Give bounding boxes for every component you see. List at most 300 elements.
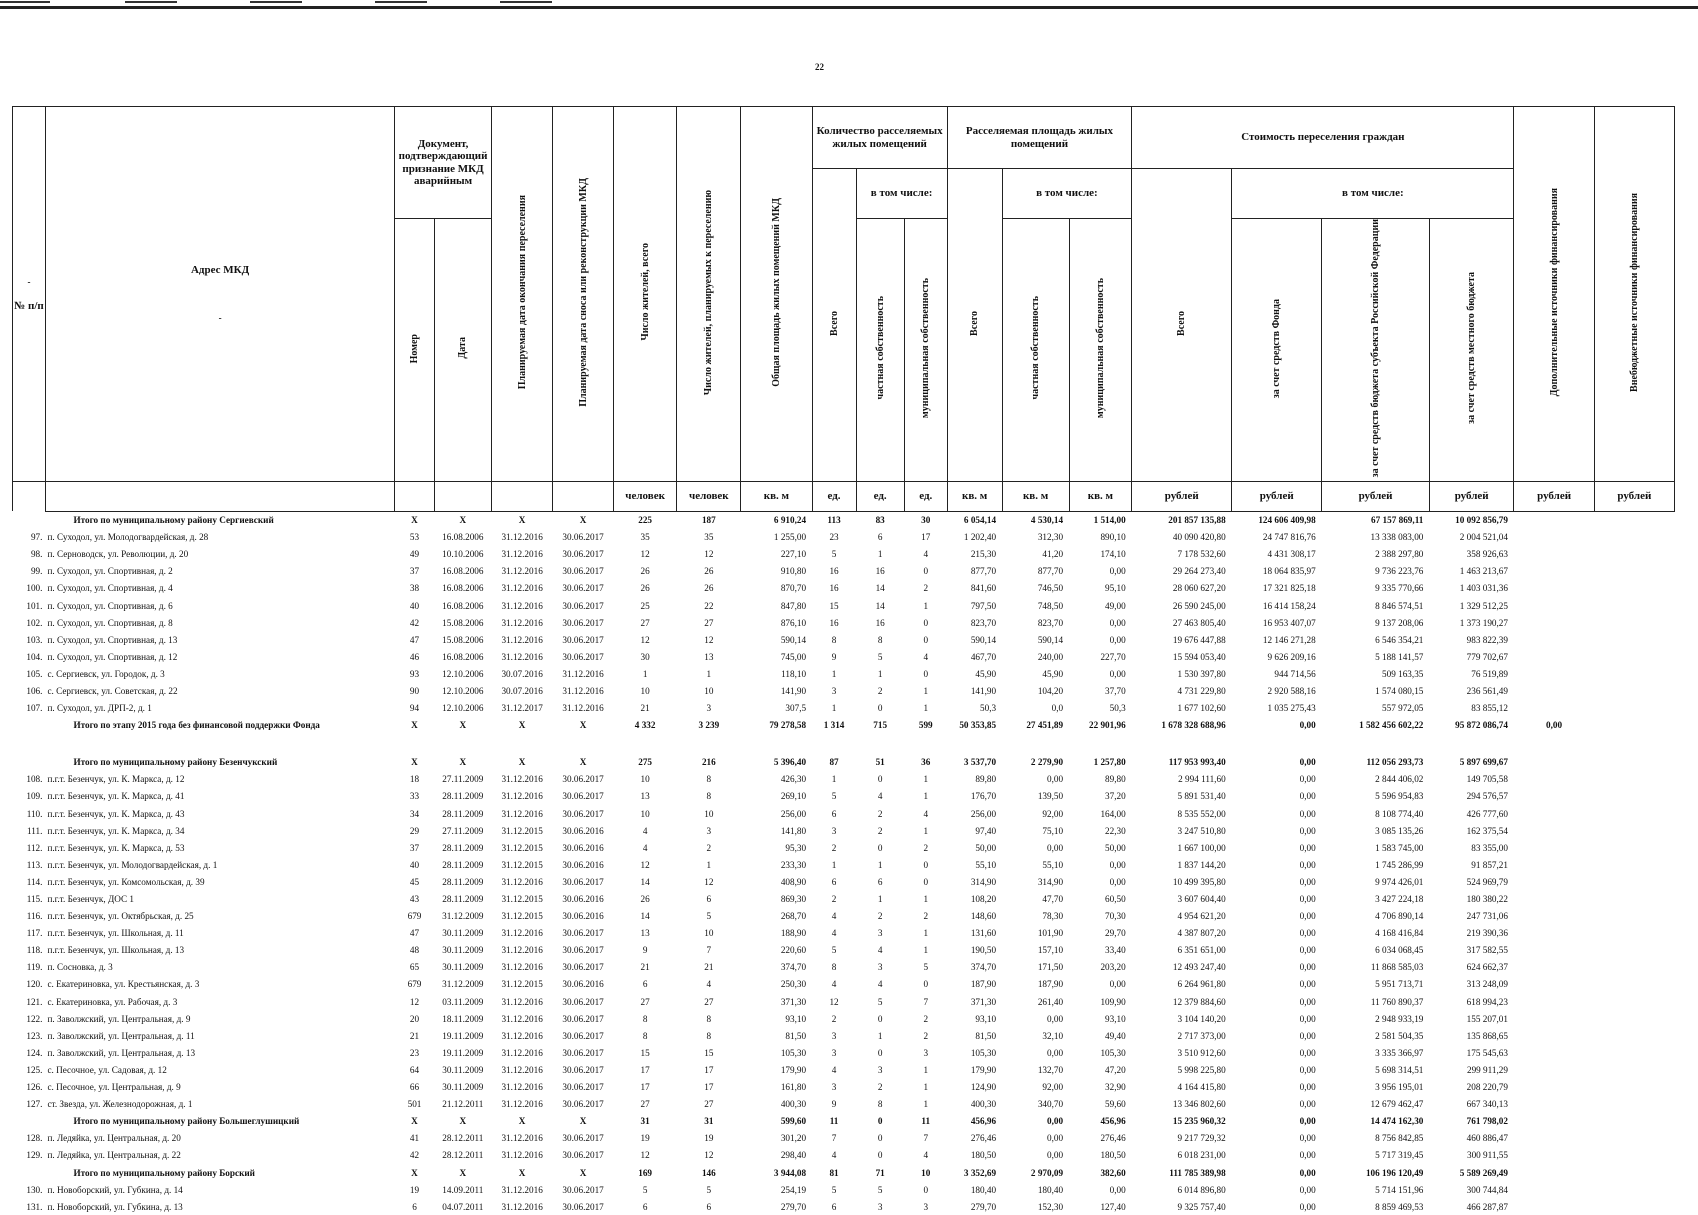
rooms-total-cell: 8 bbox=[831, 962, 837, 973]
cost-local-cell: 247 731,06 bbox=[1466, 911, 1508, 922]
residents-total-cell: 21 bbox=[640, 703, 650, 714]
plan-demolish-date-cell: X bbox=[579, 757, 587, 768]
doc-number-cell: 93 bbox=[409, 668, 420, 679]
rooms-municipal-cell: 1 bbox=[923, 703, 929, 714]
rooms-municipal-cell: 4 bbox=[923, 1150, 929, 1161]
rooms-private-cell: 8 bbox=[877, 634, 883, 645]
doc-date-cell: 28.12.2011 bbox=[442, 1133, 484, 1144]
area-municipal-cell: 32,90 bbox=[1105, 1082, 1126, 1093]
rooms-private-cell: 83 bbox=[875, 515, 885, 526]
row-number-cell: 129. bbox=[26, 1150, 43, 1161]
rooms-municipal-cell: 0 bbox=[923, 634, 929, 645]
doc-date-cell: 27.11.2009 bbox=[442, 825, 484, 836]
doc-date-cell: X bbox=[459, 720, 467, 731]
rooms-municipal-cell: 36 bbox=[921, 757, 931, 768]
unit-rub: рублей bbox=[1594, 481, 1674, 511]
cost-regional-cell: 1 583 745,00 bbox=[1375, 842, 1424, 853]
doc-number-cell: 47 bbox=[409, 634, 420, 645]
cost-regional-cell: 5 714 151,96 bbox=[1375, 1184, 1424, 1195]
table-row bbox=[13, 959, 1675, 976]
cost-fund-cell: 0,00 bbox=[1299, 1030, 1316, 1041]
cost-regional-cell: 5 951 713,71 bbox=[1375, 979, 1424, 990]
table-row bbox=[13, 597, 1675, 614]
residents-total-cell: 12 bbox=[640, 1150, 650, 1161]
residents-total-cell: 17 bbox=[640, 1082, 650, 1093]
residents-total-cell: 26 bbox=[640, 894, 650, 905]
offbudget-sources-cell bbox=[1594, 700, 1674, 717]
area-total-cell: 3 352,69 bbox=[963, 1167, 997, 1178]
cost-fund-cell: 0,00 bbox=[1299, 1167, 1316, 1178]
doc-date-cell: 28.11.2009 bbox=[442, 791, 484, 802]
doc-date-cell: 12.10.2006 bbox=[442, 703, 484, 714]
area-municipal-cell: 456,96 bbox=[1100, 1116, 1126, 1127]
cost-regional-cell: 14 474 162,30 bbox=[1370, 1116, 1424, 1127]
cost-regional-cell: 67 157 869,11 bbox=[1371, 515, 1424, 526]
total-area-cell: 910,80 bbox=[780, 566, 807, 577]
residents-total-cell: 35 bbox=[640, 532, 650, 543]
residents-total-cell: 275 bbox=[638, 757, 653, 768]
extra-sources-cell bbox=[1514, 805, 1594, 822]
rooms-group-header: Количество расселяемых жилых помещений bbox=[812, 107, 947, 169]
extra-sources-cell bbox=[1514, 976, 1594, 993]
rooms-total-cell: 2 bbox=[831, 894, 837, 905]
rooms-total-cell: 87 bbox=[829, 757, 839, 768]
plan-demolish-date-cell: 30.06.2016 bbox=[562, 979, 604, 990]
offbudget-sources-cell bbox=[1594, 717, 1674, 734]
cost-regional-cell: 4 706 890,14 bbox=[1375, 911, 1424, 922]
plan-demolish-date-cell: 30.06.2017 bbox=[562, 549, 604, 560]
area-total-cell: 179,90 bbox=[970, 1064, 997, 1075]
plan-demolish-date-cell: 30.06.2017 bbox=[562, 1082, 604, 1093]
rooms-municipal-cell: 1 bbox=[923, 894, 929, 905]
resettlement-table-sheet bbox=[12, 106, 1675, 1215]
doc-number-cell: X bbox=[411, 720, 418, 731]
cost-fund-cell: 24 747 816,76 bbox=[1262, 532, 1316, 543]
offbudget-sources-cell bbox=[1594, 976, 1674, 993]
cost-total-cell: 27 463 805,40 bbox=[1172, 617, 1226, 628]
rooms-private-cell: 1 bbox=[877, 1030, 883, 1041]
unit-rub: рублей bbox=[1132, 481, 1232, 511]
residents-total-cell: 17 bbox=[640, 1064, 650, 1075]
row-number-cell: 104. bbox=[26, 651, 43, 662]
area-private-cell: 0,00 bbox=[1047, 774, 1064, 785]
doc-number-cell: 64 bbox=[409, 1064, 420, 1075]
doc-date-cell: 16.08.2006 bbox=[442, 566, 484, 577]
area-municipal-cell: 0,00 bbox=[1109, 859, 1126, 870]
area-private-cell: 32,10 bbox=[1042, 1030, 1064, 1041]
cost-regional-cell: 6 034 068,45 bbox=[1375, 945, 1424, 956]
doc-date-header: Дата bbox=[434, 219, 491, 482]
cost-local-cell: 460 886,47 bbox=[1466, 1133, 1508, 1144]
subtotal-row bbox=[13, 717, 1675, 734]
residents-planned-cell: 6 bbox=[706, 1201, 712, 1212]
rooms-municipal-cell: 1 bbox=[923, 928, 929, 939]
address-cell: с. Песочное, ул. Садовая, д. 12 bbox=[47, 1064, 167, 1075]
cost-fund-cell: 0,00 bbox=[1299, 1150, 1316, 1161]
extra-sources-cell bbox=[1514, 580, 1594, 597]
row-number-cell: 127. bbox=[26, 1099, 43, 1110]
residents-total-cell: 225 bbox=[638, 515, 653, 526]
plan-demolish-date-cell: 30.06.2017 bbox=[562, 617, 604, 628]
total-area-cell: 227,10 bbox=[780, 549, 807, 560]
cost-total-cell: 10 499 395,80 bbox=[1172, 876, 1226, 887]
rooms-municipal-cell: 0 bbox=[923, 979, 929, 990]
row-number-cell: 124. bbox=[26, 1047, 43, 1058]
rooms-private-cell: 3 bbox=[877, 1064, 883, 1075]
cost-total-cell: 6 264 961,80 bbox=[1177, 979, 1226, 990]
rooms-total-cell: 16 bbox=[829, 617, 839, 628]
plan-demolish-header: Планируемая дата сноса или реконструкции МКД bbox=[553, 107, 613, 482]
doc-number-cell: 6 bbox=[412, 1201, 417, 1212]
doc-date-cell: 15.08.2006 bbox=[442, 634, 484, 645]
residents-planned-cell: 35 bbox=[704, 532, 714, 543]
cost-local-cell: 83 355,00 bbox=[1471, 842, 1508, 853]
total-area-cell: 307,5 bbox=[785, 703, 807, 714]
total-area-cell: 745,00 bbox=[780, 651, 807, 662]
cost-local-cell: 76 519,89 bbox=[1471, 668, 1508, 679]
cost-regional-cell: 9 335 770,66 bbox=[1375, 583, 1424, 594]
area-total-cell: 590,14 bbox=[970, 634, 997, 645]
address-cell: п. Заволжский, ул. Центральная, д. 9 bbox=[47, 1013, 191, 1024]
extra-sources-cell bbox=[1514, 1164, 1594, 1181]
rooms-municipal-cell: 30 bbox=[921, 515, 931, 526]
plan-demolish-date-cell: 30.06.2016 bbox=[562, 894, 604, 905]
units-row bbox=[13, 481, 1675, 511]
area-private-cell: 314,90 bbox=[1037, 876, 1064, 887]
row-number-cell: 128. bbox=[26, 1133, 43, 1144]
rooms-municipal-header: муниципальная собственность bbox=[904, 219, 947, 482]
row-number-cell: 122. bbox=[26, 1013, 43, 1024]
rooms-total-cell: 1 bbox=[831, 703, 837, 714]
address-cell: п. Суходол, ул. ДРП-2, д. 1 bbox=[47, 703, 152, 714]
rooms-total-cell: 3 bbox=[831, 1082, 837, 1093]
plan-end-date-cell: X bbox=[518, 757, 526, 768]
cost-regional-cell: 8 859 469,53 bbox=[1375, 1201, 1424, 1212]
extra-sources-cell bbox=[1514, 1198, 1594, 1215]
row-number-cell: 112. bbox=[26, 842, 43, 853]
offbudget-sources-cell bbox=[1594, 1096, 1674, 1113]
plan-end-date-cell: 31.12.2015 bbox=[501, 859, 543, 870]
col-number-header: - № п/п bbox=[13, 107, 46, 482]
address-cell: п.г.т. Безенчук, ул. Октябрьская, д. 25 bbox=[47, 911, 194, 922]
area-municipal-cell: 1 257,80 bbox=[1093, 757, 1126, 768]
rooms-municipal-cell: 0 bbox=[923, 566, 929, 577]
total-area-cell: 254,19 bbox=[780, 1184, 807, 1195]
rooms-total-cell: 12 bbox=[829, 996, 839, 1007]
cost-fund-cell: 0,00 bbox=[1299, 928, 1316, 939]
rooms-municipal-cell: 1 bbox=[923, 791, 929, 802]
address-cell: п. Суходол, ул. Молодогвардейская, д. 28 bbox=[47, 532, 209, 543]
row-number-cell: 111. bbox=[27, 825, 43, 836]
plan-demolish-date-cell: 30.06.2016 bbox=[562, 859, 604, 870]
offbudget-sources-cell bbox=[1594, 925, 1674, 942]
residents-total-cell: 12 bbox=[640, 859, 650, 870]
resettlement-table bbox=[12, 106, 1675, 1215]
area-municipal-cell: 59,60 bbox=[1105, 1099, 1126, 1110]
residents-total-cell: 10 bbox=[640, 808, 650, 819]
doc-number-cell: X bbox=[411, 1116, 418, 1127]
rooms-private-cell: 6 bbox=[877, 876, 883, 887]
plan-end-date-cell: 31.12.2016 bbox=[501, 1133, 543, 1144]
rooms-total-cell: 2 bbox=[831, 1013, 837, 1024]
area-total-cell: 279,70 bbox=[970, 1201, 997, 1212]
extra-sources-cell bbox=[1514, 648, 1594, 665]
residents-planned-cell: 2 bbox=[706, 842, 712, 853]
table-row bbox=[13, 822, 1675, 839]
plan-demolish-date-cell: 30.06.2017 bbox=[562, 945, 604, 956]
residents-planned-cell: 8 bbox=[706, 774, 712, 785]
rooms-private-cell: 1 bbox=[877, 894, 883, 905]
rooms-municipal-cell: 1 bbox=[923, 600, 929, 611]
cost-including-header: в том числе: bbox=[1232, 169, 1514, 219]
offbudget-sources-cell bbox=[1594, 993, 1674, 1010]
top-rule-segment bbox=[125, 1, 177, 3]
area-private-cell: 41,20 bbox=[1042, 549, 1064, 560]
row-number-cell: 131. bbox=[26, 1201, 43, 1212]
unit-sqm: кв. м bbox=[741, 481, 812, 511]
cost-regional-cell: 2 581 504,35 bbox=[1375, 1030, 1424, 1041]
cost-regional-cell: 5 717 319,45 bbox=[1375, 1150, 1424, 1161]
row-number-cell: 97. bbox=[30, 532, 43, 543]
table-row bbox=[13, 1010, 1675, 1027]
row-number-cell bbox=[13, 511, 46, 529]
doc-number-cell: 679 bbox=[407, 911, 422, 922]
residents-total-cell: 31 bbox=[640, 1116, 650, 1127]
address-cell: п.г.т. Безенчук, ул. К. Маркса, д. 43 bbox=[47, 808, 185, 819]
area-municipal-cell: 60,50 bbox=[1105, 894, 1126, 905]
residents-planned-cell: 27 bbox=[704, 1099, 714, 1110]
table-row bbox=[13, 1044, 1675, 1061]
cost-fund-cell: 0,00 bbox=[1299, 757, 1316, 768]
area-private-cell: 261,40 bbox=[1037, 996, 1064, 1007]
table-row bbox=[13, 614, 1675, 631]
residents-total-cell: 13 bbox=[640, 791, 650, 802]
rooms-private-cell: 2 bbox=[877, 808, 883, 819]
table-row bbox=[13, 942, 1675, 959]
plan-end-date-cell: 31.12.2016 bbox=[501, 808, 543, 819]
rooms-municipal-cell: 4 bbox=[923, 808, 929, 819]
area-municipal-cell: 50,00 bbox=[1105, 842, 1126, 853]
rooms-total-cell: 81 bbox=[829, 1167, 839, 1178]
total-area-cell: 93,10 bbox=[785, 1013, 807, 1024]
unit-rub: рублей bbox=[1514, 481, 1594, 511]
unit-rub: рублей bbox=[1429, 481, 1514, 511]
cost-regional-cell: 4 168 416,84 bbox=[1375, 928, 1424, 939]
cost-regional-cell: 5 596 954,83 bbox=[1375, 791, 1424, 802]
offbudget-sources-cell bbox=[1594, 856, 1674, 873]
address-cell: п. Новоборский, ул. Губкина, д. 14 bbox=[47, 1184, 183, 1195]
residents-planned-cell: 27 bbox=[704, 617, 714, 628]
residents-total-cell: 26 bbox=[640, 566, 650, 577]
rooms-total-cell: 3 bbox=[831, 825, 837, 836]
col-address-header: Адрес МКД - bbox=[45, 107, 394, 482]
extra-sources-cell bbox=[1514, 822, 1594, 839]
rooms-total-cell: 3 bbox=[831, 685, 837, 696]
cost-fund-cell: 0,00 bbox=[1299, 1082, 1316, 1093]
plan-demolish-date-cell: 30.06.2017 bbox=[562, 1047, 604, 1058]
cost-fund-cell: 0,00 bbox=[1299, 1047, 1316, 1058]
rooms-total-cell: 23 bbox=[829, 532, 839, 543]
cost-fund-cell: 12 146 271,28 bbox=[1262, 634, 1316, 645]
area-total-cell: 108,20 bbox=[970, 894, 997, 905]
rooms-private-cell: 0 bbox=[877, 774, 883, 785]
plan-demolish-date-cell: 30.06.2017 bbox=[562, 634, 604, 645]
residents-total-cell: 4 bbox=[642, 842, 648, 853]
residents-planned-cell: 3 bbox=[706, 703, 712, 714]
plan-demolish-date-cell: 30.06.2017 bbox=[562, 928, 604, 939]
residents-planned-cell: 17 bbox=[704, 1082, 714, 1093]
area-private-cell: 0,00 bbox=[1047, 1047, 1064, 1058]
doc-number-cell: X bbox=[411, 757, 418, 768]
doc-number-cell: 18 bbox=[409, 774, 420, 785]
area-private-cell: 2 279,90 bbox=[1030, 757, 1064, 768]
cost-fund-cell: 0,00 bbox=[1299, 979, 1316, 990]
spacer-row bbox=[13, 734, 1675, 754]
rooms-municipal-cell: 599 bbox=[918, 720, 933, 731]
table-row bbox=[13, 788, 1675, 805]
extra-sources-cell bbox=[1514, 529, 1594, 546]
residents-total-cell: 10 bbox=[640, 774, 650, 785]
extra-sources-cell bbox=[1514, 1061, 1594, 1078]
rooms-private-cell: 2 bbox=[877, 1082, 883, 1093]
cost-total-cell: 3 510 912,60 bbox=[1177, 1047, 1226, 1058]
residents-planned-cell: 1 bbox=[706, 859, 712, 870]
area-total-cell: 93,10 bbox=[975, 1013, 997, 1024]
total-area-cell: 599,60 bbox=[780, 1116, 807, 1127]
area-municipal-cell: 0,00 bbox=[1109, 979, 1126, 990]
cost-fund-cell: 4 431 308,17 bbox=[1267, 549, 1316, 560]
row-number-cell: 107. bbox=[26, 703, 43, 714]
total-area-cell: 188,90 bbox=[780, 928, 807, 939]
doc-number-cell: 41 bbox=[409, 1133, 420, 1144]
residents-planned-cell: 13 bbox=[704, 651, 714, 662]
residents-total-cell: 5 bbox=[642, 1184, 648, 1195]
address-cell: п. Суходол, ул. Спортивная, д. 6 bbox=[47, 600, 173, 611]
cost-total-cell: 6 351 651,00 bbox=[1177, 945, 1226, 956]
area-private-header: частная собственность bbox=[1002, 219, 1069, 482]
total-area-cell: 590,14 bbox=[780, 634, 807, 645]
offbudget-sources-cell bbox=[1594, 959, 1674, 976]
cost-regional-cell: 3 085 135,26 bbox=[1375, 825, 1424, 836]
cost-total-cell: 201 857 135,88 bbox=[1168, 515, 1226, 526]
rooms-private-cell: 5 bbox=[877, 651, 883, 662]
cost-total-cell: 40 090 420,80 bbox=[1172, 532, 1226, 543]
subtotal-row bbox=[13, 754, 1675, 771]
residents-total-header: Число жителей, всего bbox=[613, 107, 677, 482]
address-cell: п.г.т. Безенчук, ул. Комсомольская, д. 39 bbox=[47, 876, 205, 887]
area-private-cell: 45,90 bbox=[1042, 668, 1064, 679]
plan-end-date-cell: 31.12.2016 bbox=[501, 1064, 543, 1075]
plan-demolish-date-cell: 30.06.2017 bbox=[562, 1201, 604, 1212]
total-area-cell: 233,30 bbox=[780, 859, 807, 870]
area-total-cell: 50,3 bbox=[980, 703, 997, 714]
plan-demolish-date-cell: 30.06.2017 bbox=[562, 876, 604, 887]
address-cell: п.г.т. Безенчук, ул. Молодогвардейская, д. 1 bbox=[47, 859, 218, 870]
rooms-private-cell: 71 bbox=[875, 1167, 885, 1178]
extra-sources-cell bbox=[1514, 546, 1594, 563]
rooms-private-cell: 14 bbox=[875, 583, 885, 594]
row-number-cell: 103. bbox=[26, 634, 43, 645]
offbudget-sources-cell bbox=[1594, 648, 1674, 665]
total-area-cell: 870,70 bbox=[780, 583, 807, 594]
offbudget-sources-cell bbox=[1594, 1198, 1674, 1215]
rooms-municipal-cell: 3 bbox=[923, 1201, 929, 1212]
rooms-private-cell: 4 bbox=[877, 979, 883, 990]
plan-demolish-date-cell: 30.06.2017 bbox=[562, 808, 604, 819]
plan-demolish-date-cell: 30.06.2017 bbox=[562, 1184, 604, 1195]
residents-planned-cell: 10 bbox=[704, 685, 714, 696]
plan-end-date-cell: 31.12.2016 bbox=[501, 996, 543, 1007]
total-area-cell: 426,30 bbox=[780, 774, 807, 785]
extra-sources-cell bbox=[1514, 511, 1594, 529]
plan-end-date-cell: 31.12.2015 bbox=[501, 911, 543, 922]
address-cell: п. Суходол, ул. Спортивная, д. 4 bbox=[47, 583, 173, 594]
plan-end-date-cell: 30.07.2016 bbox=[501, 668, 543, 679]
rooms-municipal-cell: 2 bbox=[923, 1030, 929, 1041]
cost-total-cell: 1 667 100,00 bbox=[1177, 842, 1226, 853]
rooms-municipal-cell: 2 bbox=[923, 583, 929, 594]
row-number-cell: 123. bbox=[26, 1030, 43, 1041]
cost-total-cell: 1 837 144,20 bbox=[1177, 859, 1226, 870]
cost-local-cell: 300 911,55 bbox=[1466, 1150, 1508, 1161]
doc-date-cell: 30.11.2009 bbox=[442, 945, 484, 956]
cost-total-cell: 7 178 532,60 bbox=[1177, 549, 1226, 560]
residents-total-cell: 12 bbox=[640, 549, 650, 560]
table-body bbox=[13, 511, 1675, 1215]
row-number-cell bbox=[13, 754, 46, 771]
address-cell: п.г.т. Безенчук, ул. Школьная, д. 11 bbox=[47, 928, 184, 939]
doc-date-cell: 16.08.2006 bbox=[442, 532, 484, 543]
address-cell: п.г.т. Безенчук, ул. Школьная, д. 13 bbox=[47, 945, 185, 956]
unit-people: человек bbox=[613, 481, 677, 511]
doc-number-cell: 46 bbox=[409, 651, 420, 662]
table-row bbox=[13, 1181, 1675, 1198]
plan-end-date-cell: 31.12.2016 bbox=[501, 1047, 543, 1058]
residents-total-cell: 27 bbox=[640, 996, 650, 1007]
row-number-cell: 125. bbox=[26, 1064, 43, 1075]
cost-local-cell: 5 589 269,49 bbox=[1459, 1167, 1508, 1178]
area-municipal-cell: 22 901,96 bbox=[1088, 720, 1126, 731]
address-cell: п. Заволжский, ул. Центральная, д. 13 bbox=[47, 1047, 196, 1058]
doc-number-cell: 42 bbox=[409, 617, 420, 628]
total-area-cell: 876,10 bbox=[780, 617, 807, 628]
row-number-cell bbox=[13, 1164, 46, 1181]
row-number-cell: 117. bbox=[26, 928, 43, 939]
area-total-cell: 1 202,40 bbox=[963, 532, 997, 543]
residents-total-cell: 13 bbox=[640, 928, 650, 939]
cost-local-cell: 149 705,58 bbox=[1466, 774, 1508, 785]
cost-regional-cell: 3 956 195,01 bbox=[1375, 1082, 1424, 1093]
doc-date-cell: 30.11.2009 bbox=[442, 962, 484, 973]
rooms-total-cell: 6 bbox=[831, 876, 837, 887]
cost-local-cell: 95 872 086,74 bbox=[1455, 720, 1508, 731]
cost-fund-cell: 0,00 bbox=[1299, 1116, 1316, 1127]
area-total-cell: 45,90 bbox=[975, 668, 997, 679]
plan-demolish-date-cell: 30.06.2017 bbox=[562, 1013, 604, 1024]
address-cell: с. Сергиевск, ул. Советская, д. 22 bbox=[47, 685, 178, 696]
area-private-cell: 139,50 bbox=[1037, 791, 1064, 802]
row-number-cell: 118. bbox=[26, 945, 43, 956]
offbudget-sources-cell bbox=[1594, 942, 1674, 959]
area-private-cell: 104,20 bbox=[1037, 685, 1064, 696]
rooms-total-cell: 3 bbox=[831, 1030, 837, 1041]
cost-total-cell: 15 594 053,40 bbox=[1172, 651, 1226, 662]
rooms-total-cell: 16 bbox=[829, 583, 839, 594]
cost-local-cell: 358 926,63 bbox=[1466, 549, 1508, 560]
residents-total-cell: 4 bbox=[642, 825, 648, 836]
cost-local-cell: 524 969,79 bbox=[1466, 876, 1508, 887]
address-cell: п.г.т. Безенчук, ул. К. Маркса, д. 34 bbox=[47, 825, 185, 836]
